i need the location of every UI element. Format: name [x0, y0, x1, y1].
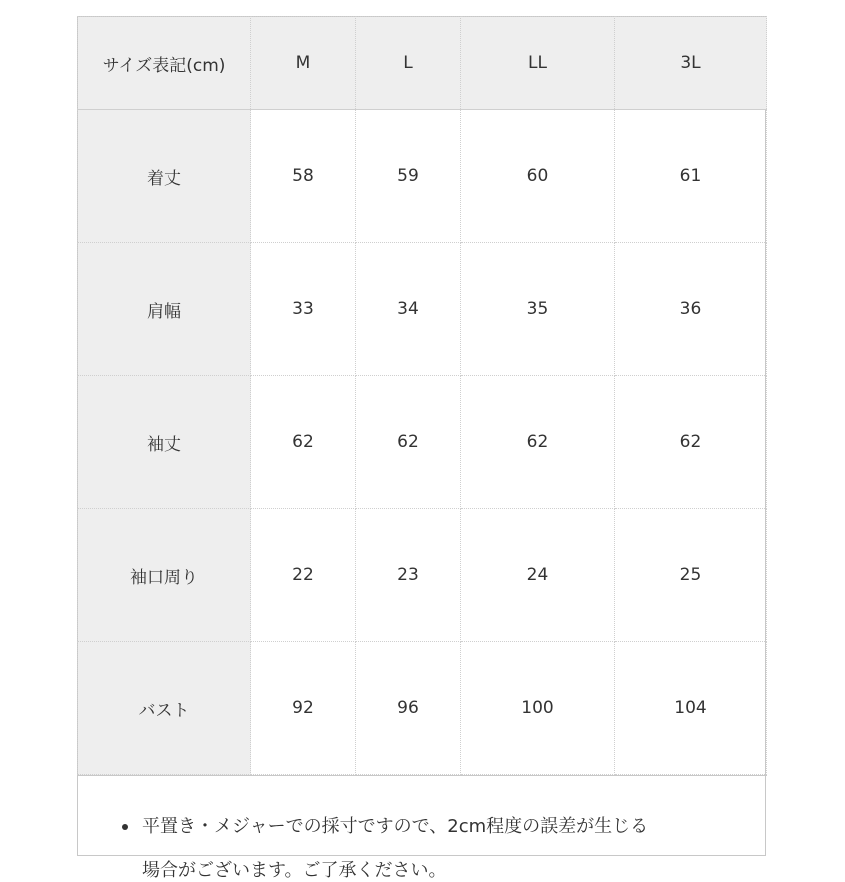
table-cell: 36: [615, 243, 767, 376]
table-row: [78, 243, 767, 376]
table-row: [78, 509, 767, 642]
table-cell: 34: [356, 243, 461, 376]
notes-section: [78, 775, 767, 881]
row-label: 袖丈: [78, 376, 251, 509]
header-size-l: L: [356, 17, 461, 110]
table-header-row: [78, 17, 767, 110]
table-cell: 33: [251, 243, 356, 376]
table-cell: 100: [461, 642, 615, 775]
bullet-icon: [122, 824, 128, 830]
header-size-m: M: [251, 17, 356, 110]
table-cell: 62: [251, 376, 356, 509]
row-label: 肩幅: [78, 243, 251, 376]
table-cell: 59: [356, 110, 461, 243]
table-cell: 60: [461, 110, 615, 243]
table-row: [78, 376, 767, 509]
table-cell: 25: [615, 509, 767, 642]
table-cell: 61: [615, 110, 767, 243]
row-label: 着丈: [78, 110, 251, 243]
table-cell: 58: [251, 110, 356, 243]
note-text-line2: 場合がございます。ご了承ください。: [142, 860, 447, 881]
table-cell: 62: [615, 376, 767, 509]
row-label: バスト: [78, 642, 251, 775]
table-cell: 62: [356, 376, 461, 509]
note-item: [122, 812, 648, 838]
table-cell: 104: [615, 642, 767, 775]
row-label: 袖口周り: [78, 509, 251, 642]
header-label: サイズ表記(cm): [78, 17, 251, 110]
table-row: [78, 642, 767, 775]
table-cell: 22: [251, 509, 356, 642]
size-chart-frame: [77, 16, 766, 881]
table-row: [78, 110, 767, 243]
table-cell: 96: [356, 642, 461, 775]
note-text-line1: 平置き・メジャーでの採寸ですので、2cm程度の誤差が生じる: [142, 816, 649, 837]
table-cell: 62: [461, 376, 615, 509]
table-cell: 35: [461, 243, 615, 376]
table-cell: 24: [461, 509, 615, 642]
header-size-3l: 3L: [615, 17, 767, 110]
table-cell: 92: [251, 642, 356, 775]
header-size-ll: LL: [461, 17, 615, 110]
table-cell: 23: [356, 509, 461, 642]
size-table: [77, 16, 767, 775]
